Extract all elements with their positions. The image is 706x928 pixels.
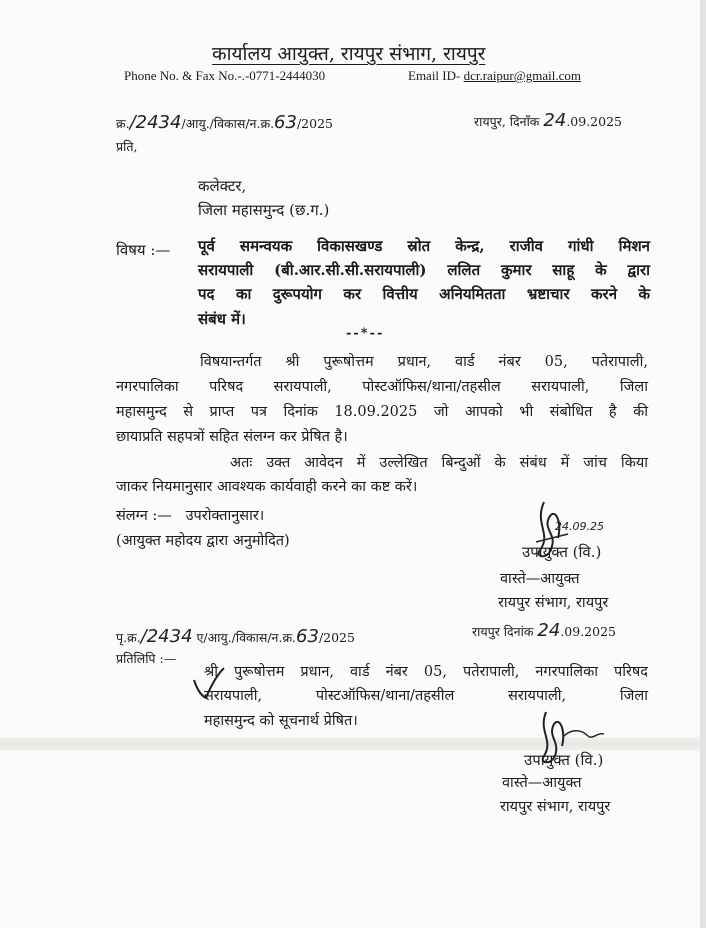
copy-ref-year: /2025 xyxy=(318,630,355,645)
approval-note: (आयुक्त महोदय द्वारा अनुमोदित) xyxy=(116,533,290,549)
separator: --*-- xyxy=(346,326,385,341)
copy-line: श्री पुरूषोत्तम प्रधान, वार्ड नंबर 05, पतेरापाली, नगरपालिका परिषद xyxy=(204,664,648,680)
copy-date xyxy=(472,620,616,641)
signatory-office: रायपुर संभाग, रायपुर xyxy=(498,595,609,611)
email-link[interactable]: dcr.raipur@gmail.com xyxy=(463,68,581,83)
subject-line: सरायपाली (बी.आर.सी.सी.सरायपाली) ललित कुमार साहू के द्वारा xyxy=(198,261,650,279)
date-prefix: रायपुर, दिनाँक xyxy=(474,114,540,129)
reference-number xyxy=(116,112,333,133)
subject-line: संबंध में। xyxy=(198,310,246,328)
copy-date-handwritten: 24 xyxy=(537,620,561,641)
ref-mid: /आयु./विकास/न.क्र. xyxy=(181,116,275,131)
date-suffix: .09.2025 xyxy=(566,114,622,129)
body-line: विषयान्तर्गत श्री पुरूषोत्तम प्रधान, वार्ड नंबर 05, पतेरापाली, xyxy=(200,354,648,370)
subject-label: विषय :— xyxy=(116,241,171,259)
copy-reference-number xyxy=(116,626,355,647)
subject-line: पद का दुरूपयोग कर वित्तीय अनियमितता भ्रष्टाचार करने के xyxy=(198,285,650,303)
ref-year: /2025 xyxy=(296,116,333,131)
subject-line: पूर्व समन्वयक विकासखण्ड स्रोत केन्द्र, राजीव गांधी मिशन xyxy=(198,237,650,255)
signature-date: 24.09.25 xyxy=(555,520,604,533)
body-line: नगरपालिका परिषद सरायपाली, पोस्टऑफिस/थाना/तहसील सरायपाली, जिला xyxy=(116,379,648,395)
ref-prefix: क्र. xyxy=(116,116,130,131)
email-label: Email ID- xyxy=(408,68,461,83)
copy-line: महासमुन्द को सूचनार्थ प्रेषित। xyxy=(204,713,358,729)
copy-ref-mid: ए/आयु./विकास/न.क्र. xyxy=(196,630,297,645)
copy-date-prefix: रायपुर दिनांक xyxy=(472,624,534,639)
copy-signatory-designation: उपायुक्त (वि.) xyxy=(524,751,604,769)
page-edge xyxy=(700,0,706,928)
signatory-designation: उपायुक्त (वि.) xyxy=(522,543,602,561)
copy-line: सरायपाली, पोस्टऑफिस/थाना/तहसील सरायपाली, जिला xyxy=(204,688,648,704)
email-line xyxy=(408,68,581,84)
body-line: अतः उक्त आवेदन में उल्लेखित बिन्दुओं के संबंध में जांच किया xyxy=(230,455,648,471)
letter-date xyxy=(474,110,622,131)
phone-fax: Phone No. & Fax No.-.-0771-2444030 xyxy=(124,68,326,83)
enclosure-line: संलग्न :— उपरोक्तानुसार। xyxy=(116,508,265,524)
copy-ref-prefix: पृ.क्र. xyxy=(116,630,141,645)
copy-signatory-for: वास्ते—आयुक्त xyxy=(502,775,582,791)
copy-ref-handwritten-number: /2434 xyxy=(140,626,193,647)
prati-label: प्रति, xyxy=(116,139,138,154)
signatory-for: वास्ते—आयुक्त xyxy=(500,571,580,587)
ref-handwritten-file: 63 xyxy=(274,112,297,133)
copy-ref-handwritten-file: 63 xyxy=(296,626,319,647)
ref-handwritten-number: /2434 xyxy=(129,112,182,133)
date-handwritten: 24 xyxy=(543,110,567,131)
recipient-line-1: कलेक्टर, xyxy=(198,177,247,195)
office-title: कार्यालय आयुक्त, रायपुर संभाग, रायपुर xyxy=(212,43,486,65)
copy-date-suffix: .09.2025 xyxy=(560,624,616,639)
copy-label: प्रतिलिपि :— xyxy=(116,651,177,666)
body-line: छायाप्रति सहपत्रों सहित संलग्न कर प्रेषित है। xyxy=(116,429,348,445)
body-line: जाकर नियमानुसार आवश्यक कार्यवाही करने का कष्ट करें। xyxy=(116,479,418,495)
recipient-line-2: जिला महासमुन्द (छ.ग.) xyxy=(198,201,330,219)
body-line: महासमुन्द से प्राप्त पत्र दिनांक 18.09.2025 जो आपको भी संबोधित है की xyxy=(116,404,648,420)
copy-signatory-office: रायपुर संभाग, रायपुर xyxy=(500,799,611,815)
